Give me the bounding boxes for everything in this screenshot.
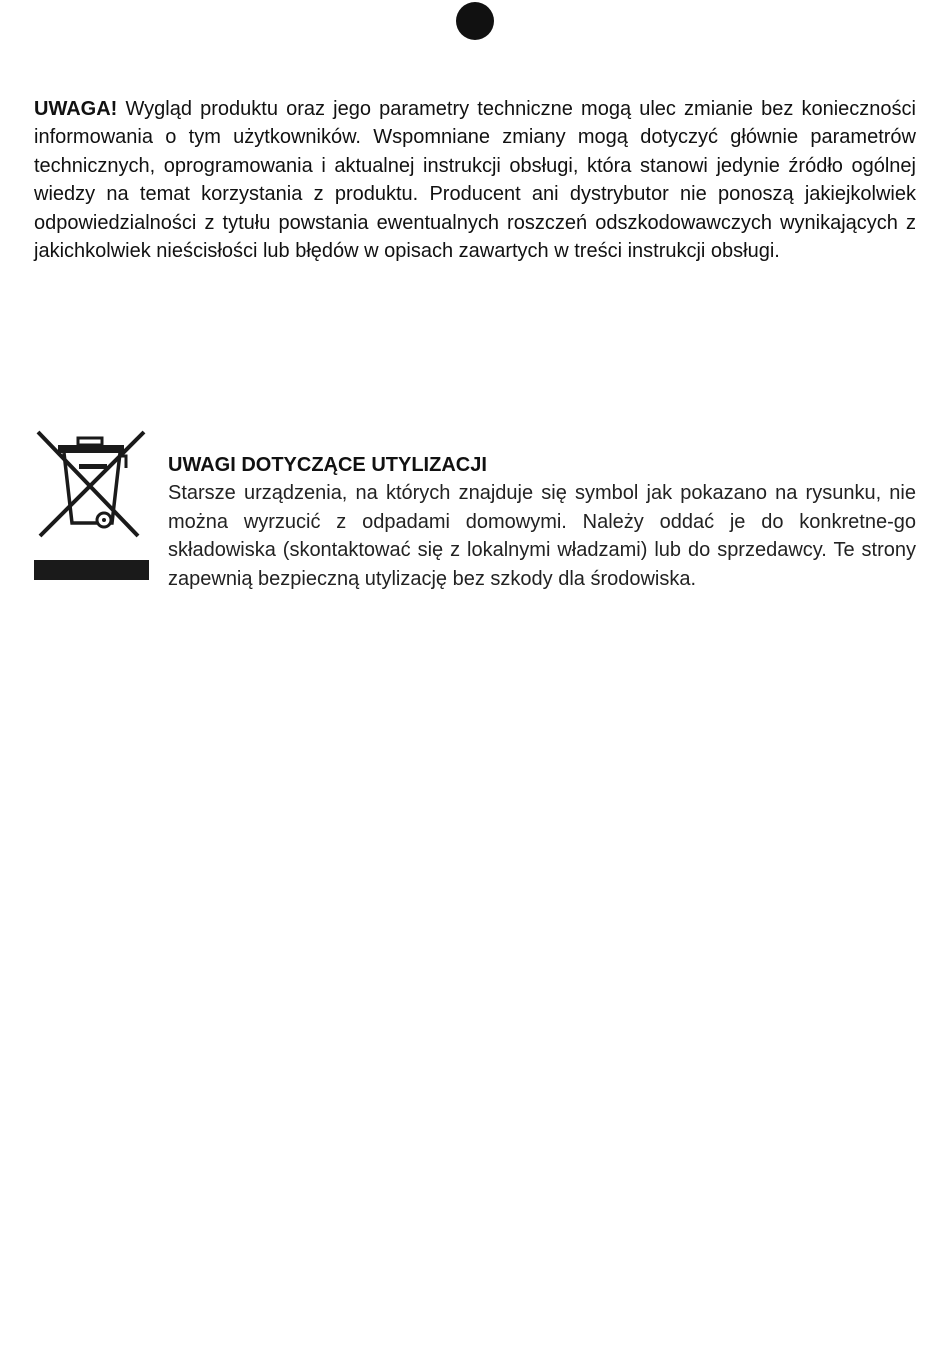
weee-disposal-icon — [34, 428, 149, 582]
disposal-title: UWAGI DOTYCZĄCE UTYLIZACJI — [168, 454, 487, 476]
warning-text: Wygląd produktu oraz jego parametry techniczne mogą ulec zmianie bez konieczności informowania o tym użytkowników. Wspomniane zmiany mogą dotyczyć głównie parametrów technicznych, oprogramowania i aktualnej instrukcji obsługi, która stanowi jedynie źródło ogólnej wiedzy na temat korzystania z produktu. Producent ani dystrybutor nie ponoszą jakiejkolwiek odpowiedzialności z tytułu powstania ewentualnych roszczeń odszkodowawczych wynikających z jakichkolwiek nieścisłości lub błędów w opisach zawartych w treści instrukcji obsługi. — [34, 98, 916, 263]
disposal-section — [168, 451, 916, 593]
warning-paragraph — [34, 95, 916, 265]
disposal-text: Starsze urządzenia, na których znajduje się symbol jak pokazano na rysunku, nie można wyrzucić z odpadami domowymi. Należy oddać je do konkretne-go składowiska (skontaktować się z lokalnymi władzami) lub do sprzedawcy. Te strony zapewnią bezpieczną utylizację bez szkody dla środowiska. — [168, 482, 916, 590]
page-marker-dot — [456, 2, 494, 40]
warning-label: UWAGA! — [34, 98, 118, 120]
